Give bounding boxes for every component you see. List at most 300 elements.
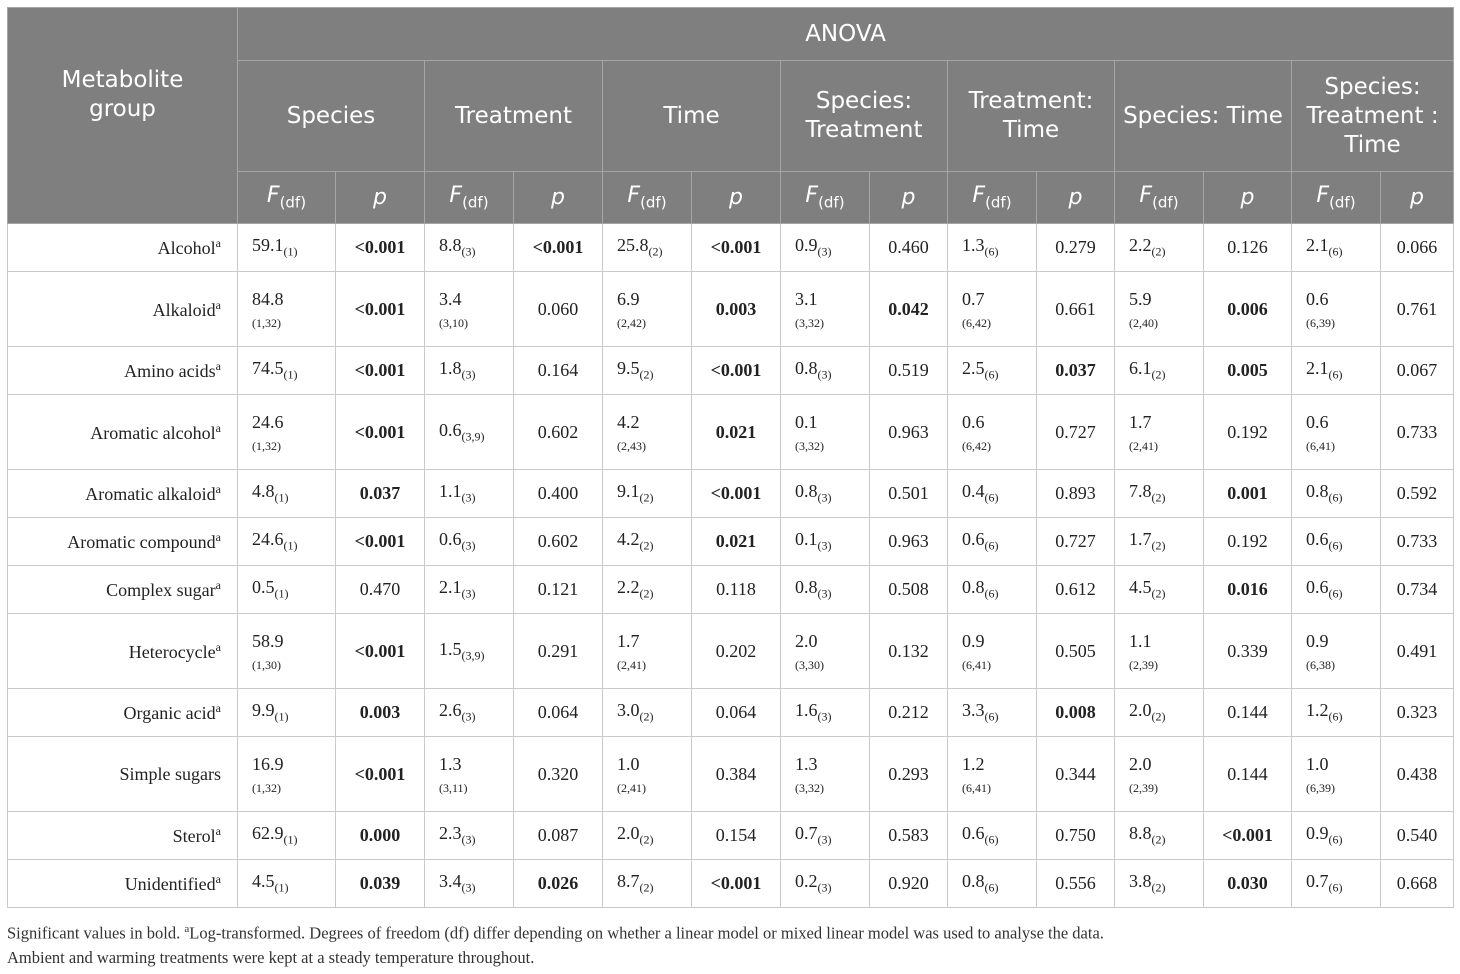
f-value-cell <box>603 737 692 812</box>
p-value-cell: 0.021 <box>692 395 781 470</box>
f-value: 0.9 <box>795 235 818 256</box>
p-value-cell: 0.491 <box>1381 614 1454 689</box>
df-value: (3) <box>817 832 832 847</box>
metabolite-name-text: Simple sugars <box>119 763 221 784</box>
p-value-cell: 0.460 <box>870 224 948 272</box>
f-value: 58.9 <box>252 631 284 651</box>
f-value: 1.7 <box>1129 529 1152 550</box>
df-value: (3) <box>461 832 476 847</box>
df-value: (2) <box>1151 709 1166 724</box>
metabolite-name-text: Alcohol <box>157 238 216 258</box>
metabolite-name <box>8 860 238 908</box>
f-value-cell <box>425 518 514 566</box>
f-value-cell <box>781 566 870 614</box>
df-label: (df) <box>462 193 489 212</box>
metabolite-name <box>8 347 238 395</box>
df-value: (2) <box>639 832 654 847</box>
metabolite-group-label: Metabolite group <box>61 67 184 122</box>
df-value: (1,32) <box>252 781 281 795</box>
df-label: (df) <box>1329 193 1356 212</box>
f-df-header <box>603 172 692 224</box>
log-transform-marker: a <box>215 420 221 435</box>
f-value: 7.8 <box>1129 481 1152 502</box>
p-value-cell: 0.508 <box>870 566 948 614</box>
f-value-cell <box>1292 518 1381 566</box>
metabolite-group-header <box>8 8 238 224</box>
f-value-cell <box>948 689 1037 737</box>
df-value: (3) <box>817 538 832 553</box>
table-header <box>8 8 1454 224</box>
df-value: (2,40) <box>1129 316 1158 330</box>
f-value-cell <box>603 224 692 272</box>
p-value-cell: 0.121 <box>514 566 603 614</box>
f-value-cell <box>603 518 692 566</box>
f-value: 3.8 <box>1129 871 1152 892</box>
p-value-cell: 0.008 <box>1037 689 1115 737</box>
log-transform-marker: a <box>215 482 221 496</box>
p-value-cell: 0.030 <box>1204 860 1292 908</box>
p-value-cell: 0.006 <box>1204 272 1292 347</box>
df-value: (3) <box>461 367 476 382</box>
df-label: (df) <box>279 193 307 212</box>
f-value-cell <box>238 224 336 272</box>
metabolite-name-text: Complex sugar <box>106 580 216 600</box>
f-value: 0.6 <box>962 412 985 432</box>
f-value-cell <box>238 470 336 518</box>
f-value: 0.9 <box>1306 631 1329 651</box>
p-value-cell: 0.164 <box>514 347 603 395</box>
metabolite-name <box>8 518 238 566</box>
f-value: 2.5 <box>962 358 985 379</box>
f-value-cell <box>948 470 1037 518</box>
f-value-cell <box>948 860 1037 908</box>
f-value-cell <box>1115 395 1204 470</box>
f-value: 9.9 <box>252 700 275 721</box>
df-value: (1) <box>274 880 289 895</box>
f-value-cell <box>238 272 336 347</box>
df-value: (3) <box>817 367 832 382</box>
p-value-cell: 0.323 <box>1381 689 1454 737</box>
f-value-cell <box>781 614 870 689</box>
f-df-header <box>948 172 1037 224</box>
df-value: (3) <box>817 490 832 505</box>
f-value: 2.1 <box>439 577 462 598</box>
p-value-cell: 0.540 <box>1381 812 1454 860</box>
p-value-cell: 0.202 <box>692 614 781 689</box>
f-value: 3.4 <box>439 289 462 309</box>
p-value-cell: 0.320 <box>514 737 603 812</box>
df-value: (1) <box>283 367 298 382</box>
f-value-cell <box>781 518 870 566</box>
f-value-cell <box>1115 812 1204 860</box>
f-value-cell <box>1292 470 1381 518</box>
df-value: (3) <box>817 880 832 895</box>
group-header-treatment: Treatment <box>425 61 603 172</box>
f-value-cell <box>425 347 514 395</box>
df-value: (3) <box>461 490 476 505</box>
f-value-cell <box>781 272 870 347</box>
df-value: (6) <box>984 880 999 895</box>
table-row <box>8 224 1454 272</box>
p-value-cell: 0.505 <box>1037 614 1115 689</box>
metabolite-name <box>8 224 238 272</box>
f-value-cell <box>948 566 1037 614</box>
f-value-cell <box>781 860 870 908</box>
f-value: 0.7 <box>795 823 818 844</box>
metabolite-name-text: Aromatic compound <box>67 532 216 552</box>
p-value-cell: 0.384 <box>692 737 781 812</box>
df-value: (6,42) <box>962 316 991 330</box>
table-body <box>8 224 1454 908</box>
p-value-cell: 0.016 <box>1204 566 1292 614</box>
log-transform-marker: a <box>215 297 221 312</box>
f-value: 1.5 <box>439 638 462 659</box>
df-label: (df) <box>1152 193 1179 212</box>
df-value: (2) <box>1151 244 1166 259</box>
df-value: (2) <box>1151 367 1166 382</box>
log-transform-marker: a <box>215 639 221 654</box>
p-value-cell: 0.037 <box>1037 347 1115 395</box>
df-value: (1) <box>283 832 298 847</box>
df-value: (6) <box>1328 538 1343 553</box>
f-value: 3.0 <box>617 700 640 721</box>
p-value-cell: 0.339 <box>1204 614 1292 689</box>
f-value: 1.1 <box>439 481 462 502</box>
df-value: (6) <box>1328 880 1343 895</box>
p-value-cell: 0.132 <box>870 614 948 689</box>
p-value-cell: <0.001 <box>692 224 781 272</box>
f-value: 3.3 <box>962 700 985 721</box>
group-header-species-treatment-time: Species: Treatment : Time <box>1292 61 1454 172</box>
df-value: (6,39) <box>1306 781 1335 795</box>
p-header: p <box>336 172 425 224</box>
f-value-cell <box>781 395 870 470</box>
p-value-cell: 0.279 <box>1037 224 1115 272</box>
f-value-cell <box>238 737 336 812</box>
df-value: (2,42) <box>617 316 646 330</box>
log-transform-marker: a <box>215 359 221 373</box>
f-value: 2.0 <box>795 631 818 651</box>
p-value-cell: 0.154 <box>692 812 781 860</box>
df-value: (3) <box>817 709 832 724</box>
f-value-cell <box>1115 689 1204 737</box>
metabolite-name <box>8 812 238 860</box>
f-value-cell <box>1115 272 1204 347</box>
df-value: (3) <box>461 586 476 601</box>
f-value-cell <box>1115 860 1204 908</box>
p-header: p <box>1037 172 1115 224</box>
df-value: (2) <box>639 367 654 382</box>
df-value: (3,10) <box>439 316 468 330</box>
f-value: 0.8 <box>795 358 818 379</box>
f-value-cell <box>1292 614 1381 689</box>
df-value: (3,11) <box>439 781 468 795</box>
f-label: F <box>972 183 986 209</box>
p-value-cell: 0.727 <box>1037 395 1115 470</box>
metabolite-name-text: Sterol <box>172 826 216 846</box>
df-value: (6) <box>1328 490 1343 505</box>
f-value-cell <box>603 689 692 737</box>
df-value: (2) <box>639 490 654 505</box>
f-value-cell <box>948 614 1037 689</box>
p-value-cell: <0.001 <box>336 347 425 395</box>
df-value: (6,39) <box>1306 316 1335 330</box>
f-value-cell <box>948 347 1037 395</box>
df-value: (6) <box>984 709 999 724</box>
df-value: (6,41) <box>962 658 991 672</box>
f-value-cell <box>1115 347 1204 395</box>
p-value-cell: 0.750 <box>1037 812 1115 860</box>
f-value-cell <box>425 812 514 860</box>
p-value-cell: <0.001 <box>1204 812 1292 860</box>
group-header-species: Species <box>238 61 425 172</box>
table-row <box>8 812 1454 860</box>
metabolite-name <box>8 566 238 614</box>
f-value-cell <box>1292 737 1381 812</box>
table-row <box>8 689 1454 737</box>
f-value: 0.8 <box>962 871 985 892</box>
f-df-header <box>238 172 336 224</box>
p-value-cell: 0.144 <box>1204 689 1292 737</box>
p-value-cell: 0.067 <box>1381 347 1454 395</box>
f-value: 1.1 <box>1129 631 1152 651</box>
f-value-cell <box>1115 224 1204 272</box>
f-value: 0.8 <box>962 577 985 598</box>
f-value-cell <box>948 395 1037 470</box>
df-value: (1) <box>274 490 289 505</box>
f-value-cell <box>603 347 692 395</box>
f-value-cell <box>603 395 692 470</box>
log-transform-marker: a <box>215 236 221 250</box>
f-label: F <box>449 183 463 209</box>
p-value-cell: 0.893 <box>1037 470 1115 518</box>
f-value-cell <box>948 737 1037 812</box>
p-value-cell: <0.001 <box>336 272 425 347</box>
log-transform-marker: a <box>215 578 221 592</box>
f-value: 0.9 <box>1306 823 1329 844</box>
f-value-cell <box>1115 614 1204 689</box>
f-value-cell <box>1292 224 1381 272</box>
f-value: 8.8 <box>1129 823 1152 844</box>
f-value: 25.8 <box>617 235 649 256</box>
df-value: (3,9) <box>461 429 485 444</box>
f-value: 1.8 <box>439 358 462 379</box>
f-value: 9.5 <box>617 358 640 379</box>
f-value: 0.9 <box>962 631 985 651</box>
f-value: 4.5 <box>1129 577 1152 598</box>
metabolite-name <box>8 272 238 347</box>
p-header: p <box>870 172 948 224</box>
p-value-cell: <0.001 <box>336 737 425 812</box>
p-value-cell: 0.400 <box>514 470 603 518</box>
p-value-cell: 0.037 <box>336 470 425 518</box>
f-value: 8.7 <box>617 871 640 892</box>
table-row <box>8 566 1454 614</box>
df-value: (6) <box>1328 367 1343 382</box>
df-value: (2) <box>639 709 654 724</box>
f-value-cell <box>948 812 1037 860</box>
p-value-cell: 0.126 <box>1204 224 1292 272</box>
p-value-cell: 0.727 <box>1037 518 1115 566</box>
p-value-cell: <0.001 <box>692 347 781 395</box>
f-label: F <box>627 183 641 209</box>
f-value: 6.1 <box>1129 358 1152 379</box>
df-value: (3,9) <box>461 648 485 663</box>
p-value-cell: 0.118 <box>692 566 781 614</box>
f-value-cell <box>238 395 336 470</box>
f-value: 0.6 <box>1306 289 1329 309</box>
f-value: 1.7 <box>617 631 640 651</box>
p-value-cell: 0.761 <box>1381 272 1454 347</box>
f-value-cell <box>1292 272 1381 347</box>
df-value: (2,43) <box>617 439 646 453</box>
f-value: 2.2 <box>617 577 640 598</box>
df-value: (3) <box>461 538 476 553</box>
p-value-cell: 0.556 <box>1037 860 1115 908</box>
p-value-cell: 0.602 <box>514 518 603 566</box>
f-value: 0.6 <box>1306 412 1329 432</box>
df-value: (2) <box>1151 880 1166 895</box>
table-row <box>8 395 1454 470</box>
f-value-cell <box>425 566 514 614</box>
f-value-cell <box>603 470 692 518</box>
metabolite-name-text: Unidentified <box>124 874 216 894</box>
df-value: (6) <box>984 832 999 847</box>
df-value: (2,41) <box>617 781 646 795</box>
f-value-cell <box>425 614 514 689</box>
f-value: 2.0 <box>1129 754 1152 774</box>
p-header: p <box>1204 172 1292 224</box>
footnote-marker: a <box>184 923 190 935</box>
f-value: 0.8 <box>1306 481 1329 502</box>
f-df-header <box>425 172 514 224</box>
f-value-cell <box>1115 470 1204 518</box>
f-value-cell <box>1292 860 1381 908</box>
f-value: 16.9 <box>252 754 284 774</box>
f-value-cell <box>238 860 336 908</box>
f-value: 74.5 <box>252 358 284 379</box>
df-value: (6) <box>1328 586 1343 601</box>
f-value: 62.9 <box>252 823 284 844</box>
f-label: F <box>805 183 819 209</box>
df-value: (6,41) <box>1306 439 1335 453</box>
df-value: (3,30) <box>795 658 824 672</box>
p-value-cell: 0.192 <box>1204 395 1292 470</box>
f-value: 59.1 <box>252 235 284 256</box>
df-value: (2) <box>1151 832 1166 847</box>
p-value-cell: <0.001 <box>514 224 603 272</box>
df-value: (2) <box>648 244 663 259</box>
df-value: (1) <box>283 244 298 259</box>
f-value: 0.1 <box>795 529 818 550</box>
f-value: 1.2 <box>1306 700 1329 721</box>
df-label: (df) <box>818 193 845 212</box>
f-value-cell <box>238 347 336 395</box>
p-value-cell: 0.087 <box>514 812 603 860</box>
df-value: (1) <box>274 709 289 724</box>
f-value: 1.6 <box>795 700 818 721</box>
f-value-cell <box>781 347 870 395</box>
df-value: (2,41) <box>617 658 646 672</box>
f-value-cell <box>781 737 870 812</box>
p-value-cell: 0.519 <box>870 347 948 395</box>
f-value: 4.8 <box>252 481 275 502</box>
p-value-cell: 0.733 <box>1381 395 1454 470</box>
p-value-cell: 0.733 <box>1381 518 1454 566</box>
f-value: 0.6 <box>439 419 462 440</box>
f-value: 24.6 <box>252 529 284 550</box>
f-value-cell <box>238 566 336 614</box>
f-value-cell <box>425 737 514 812</box>
anova-header: ANOVA <box>238 8 1454 61</box>
f-value-cell <box>425 272 514 347</box>
df-value: (3) <box>817 586 832 601</box>
table-row <box>8 860 1454 908</box>
p-value-cell: 0.293 <box>870 737 948 812</box>
p-value-cell: <0.001 <box>336 224 425 272</box>
f-value-cell <box>425 224 514 272</box>
p-header: p <box>514 172 603 224</box>
f-value-cell <box>603 566 692 614</box>
f-value: 9.1 <box>617 481 640 502</box>
f-value: 1.3 <box>795 754 818 774</box>
p-value-cell: 0.291 <box>514 614 603 689</box>
f-value: 1.3 <box>439 754 462 774</box>
f-value: 0.1 <box>795 412 818 432</box>
f-value: 0.7 <box>1306 871 1329 892</box>
f-value: 0.8 <box>795 481 818 502</box>
anova-table <box>7 7 1454 908</box>
f-value-cell <box>603 272 692 347</box>
log-transform-marker: a <box>215 701 221 715</box>
df-value: (2,39) <box>1129 781 1158 795</box>
df-value: (1,30) <box>252 658 281 672</box>
f-value-cell <box>603 812 692 860</box>
metabolite-name-text: Aromatic alkaloid <box>85 484 216 504</box>
df-value: (6) <box>984 367 999 382</box>
f-value-cell <box>425 689 514 737</box>
footnote-significance: Significant values in bold. <box>7 923 185 943</box>
f-value: 0.6 <box>439 529 462 550</box>
df-value: (1) <box>283 538 298 553</box>
f-value-cell <box>1292 689 1381 737</box>
f-value-cell <box>238 518 336 566</box>
df-value: (6,41) <box>962 781 991 795</box>
f-value: 0.8 <box>795 577 818 598</box>
p-header: p <box>1381 172 1454 224</box>
f-value: 0.4 <box>962 481 985 502</box>
f-value: 24.6 <box>252 412 284 432</box>
f-value: 0.6 <box>1306 577 1329 598</box>
table-row <box>8 518 1454 566</box>
f-value: 2.1 <box>1306 358 1329 379</box>
p-value-cell: 0.212 <box>870 689 948 737</box>
f-value: 1.0 <box>1306 754 1329 774</box>
metabolite-name-text: Alkaloid <box>152 299 216 320</box>
f-value-cell <box>238 614 336 689</box>
p-value-cell: <0.001 <box>336 395 425 470</box>
p-value-cell: 0.003 <box>336 689 425 737</box>
p-value-cell: 0.144 <box>1204 737 1292 812</box>
f-value: 1.7 <box>1129 412 1152 432</box>
f-value-cell <box>425 395 514 470</box>
log-transform-marker: a <box>215 872 221 886</box>
footnote-line-1 <box>7 917 1453 946</box>
p-value-cell: 0.042 <box>870 272 948 347</box>
df-value: (3) <box>461 709 476 724</box>
metabolite-name-text: Aromatic alcohol <box>90 422 216 443</box>
metabolite-name <box>8 470 238 518</box>
